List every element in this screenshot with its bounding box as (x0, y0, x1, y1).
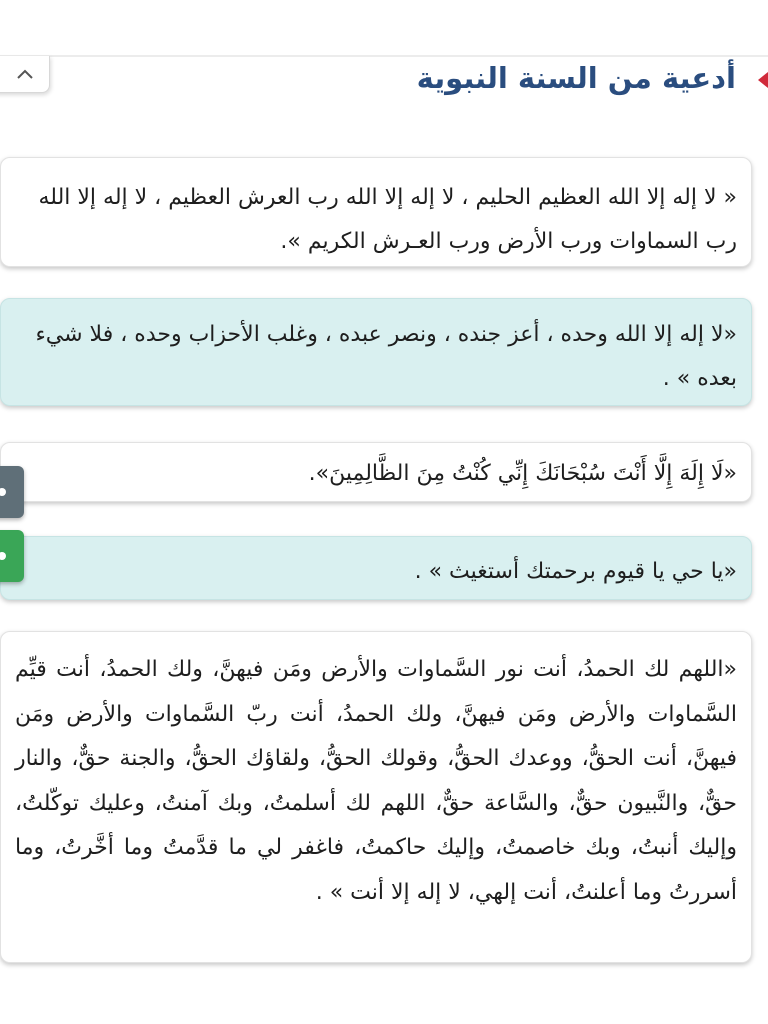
collapse-toggle-button[interactable] (0, 56, 50, 93)
dua-text: «لا إله إلا الله وحده ، أعز جنده ، ونصر عبده ، وغلب الأحزاب وحده ، فلا شيء بعده » . (35, 322, 737, 391)
dua-card (0, 298, 752, 406)
dua-card (0, 631, 752, 963)
floating-share-button[interactable] (0, 530, 24, 582)
dua-card (0, 442, 752, 502)
floating-action-button[interactable] (0, 466, 24, 518)
dua-text: « لا إله إلا الله العظيم الحليم ، لا إله إلا الله رب العرش العظيم ، لا إله إلا الله رب السماوات ورب الأرض ورب العـرش الكريم ». (38, 185, 737, 254)
title-marker-icon (758, 72, 768, 88)
chevron-up-icon (16, 68, 34, 80)
dot-icon (0, 552, 6, 560)
dua-card (0, 536, 752, 600)
section-title: أدعية من السنة النبوية (416, 61, 736, 95)
dua-text: «اللهم لك الحمدُ، أنت نور السَّماوات والأرض ومَن فيهنَّ، ولك الحمدُ، أنت قيِّم السَّماوات والأرض ومَن فيهنَّ، ولك الحمدُ، أنت ربّ السَّماوات والأرض ومَن فيهنَّ، أنت الحقُّ، ووعدك الحقُّ، وقولك الحقُّ، ولقاؤك الحقُّ، والجنة حقٌّ، والنار حقٌّ، والنَّبيون حقٌّ، والسَّاعة حقٌّ، اللهم لك أسلمتُ، وبك آمنتُ، وعليك توكّلتُ، وإليك أنبتُ، وبك خاصمتُ، وإليك حاكمتُ، فاغفر لي ما قدَّمتُ وما أخَّرتُ، وما أسررتُ وما أعلنتُ، أنت إلهي، لا إله إلا أنت » . (15, 657, 737, 905)
dua-text: «يا حي يا قيوم برحمتك أستغيث » . (414, 559, 737, 584)
dot-icon (0, 488, 6, 496)
top-bar (0, 0, 768, 55)
dua-text: «لَا إِلَهَ إِلَّا أَنْتَ سُبْحَانَكَ إِنِّي كُنْتُ مِنَ الظَّالِمِينَ». (308, 461, 737, 486)
dua-card (0, 157, 752, 267)
